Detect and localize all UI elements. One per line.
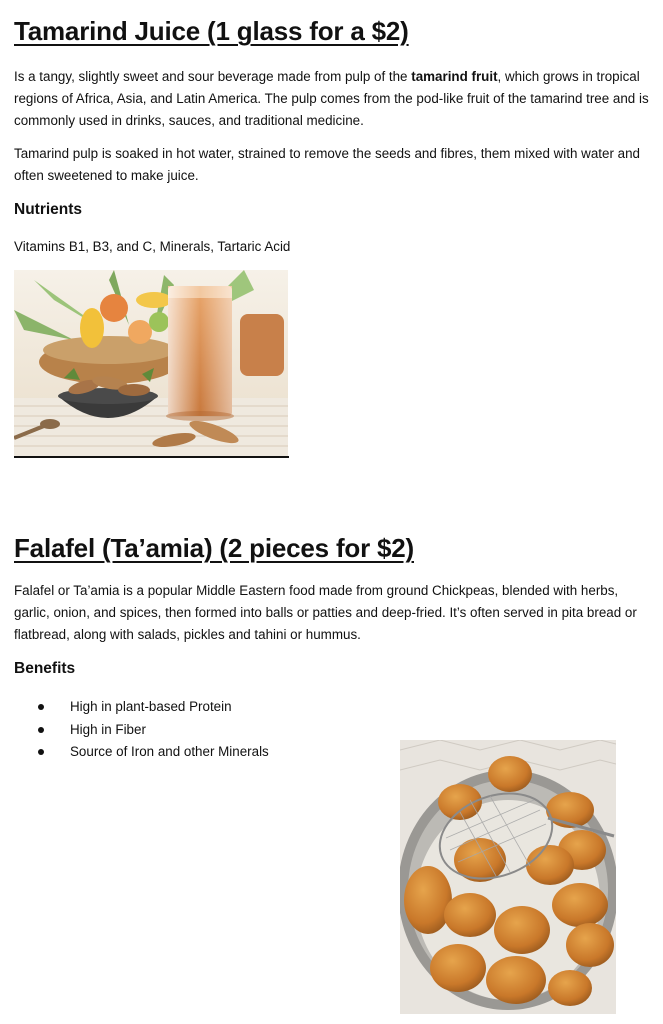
nutrients-heading: Nutrients [14, 201, 83, 218]
benefit-text: High in plant-based Protein [70, 699, 232, 714]
intro-text-start: Is a tangy, slightly sweet and sour beverage made from pulp of the [14, 69, 412, 84]
intro-text-end: , which grows in tropical regions of Africa, Asia, and Latin America. The pulp comes from the pod-like fruit of the tamarind tree and is commonly used in drinks, sauces, and traditional medicine. [14, 69, 649, 128]
list-item [34, 741, 269, 764]
tamarind-intro-paragraph [14, 66, 654, 132]
list-item [34, 696, 269, 719]
tamarind-juice-photo [14, 270, 288, 458]
nutrients-text: Vitamins B1, B3, and C, Minerals, Tartaric Acid [14, 239, 291, 254]
intro-bold-term: tamarind fruit [411, 69, 498, 84]
benefit-text: High in Fiber [70, 721, 146, 737]
falafel-illustration [400, 740, 616, 1014]
tamarind-juice-illustration [14, 270, 288, 458]
benefits-list [34, 696, 269, 764]
falafel-title: Falafel (Ta’amia) (2 pieces for $2) [14, 533, 414, 563]
bullet-dot [38, 727, 44, 733]
image-underline [14, 456, 289, 458]
list-item [34, 719, 269, 742]
tamarind-preparation-paragraph: Tamarind pulp is soaked in hot water, strained to remove the seeds and fibres, them mixed with water and often sweetened to make juice. [14, 146, 640, 183]
bullet-dot [38, 704, 44, 710]
tamarind-juice-title: Tamarind Juice (1 glass for a $2) [14, 16, 409, 46]
benefit-text: Source of Iron and other Minerals [70, 744, 269, 759]
falafel-description-paragraph: Falafel or Ta’amia is a popular Middle Eastern food made from ground Chickpeas, blended with herbs, garlic, onion, and spices, then formed into balls or patties and deep-fried. It’s often served in pita bread or flatbread, along with salads, pickles and tahini or hummus. [14, 583, 637, 642]
falafel-photo [400, 740, 616, 1014]
bullet-dot [38, 749, 44, 755]
benefits-heading: Benefits [14, 660, 76, 677]
